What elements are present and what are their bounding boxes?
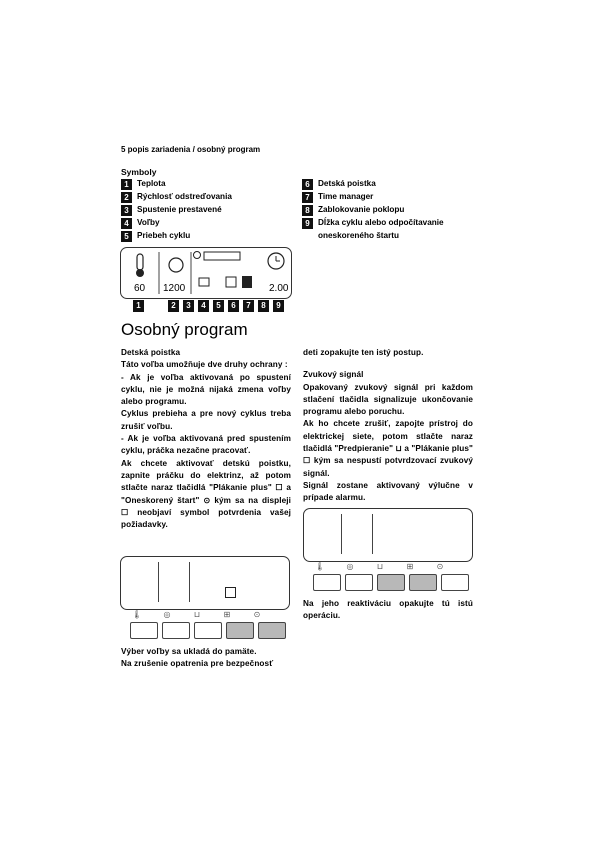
right-column — [303, 347, 473, 505]
label-1: 1 — [133, 300, 144, 312]
options-icons — [204, 252, 240, 260]
symbol-item: 2 Rýchlosť odstreďovania — [121, 192, 296, 205]
display-icons — [121, 248, 291, 298]
time-value: 2.00 — [269, 283, 289, 294]
rinse-plus-icon: ⊞ — [223, 610, 231, 619]
clock-icon: ⊙ — [253, 610, 261, 619]
page-header: 5 popis zariadenia / osobný program — [121, 145, 261, 154]
prewash-icon: ⊔ — [376, 562, 384, 571]
display-number-labels — [133, 300, 284, 312]
clock-icon: ⊙ — [436, 562, 444, 571]
subheading: Zvukový signál — [303, 370, 364, 380]
label-2: 2 — [168, 300, 179, 312]
paragraph: Opakovaný zvukový signál pri každom stlačení tlačidla signalizuje ukončovanie programu alebo poruchu. — [303, 382, 473, 417]
symbol-item: 4 Voľby — [121, 218, 296, 231]
temperature-value: 60 — [134, 283, 146, 294]
paragraph: deti zopakujte ten istý postup. — [303, 348, 424, 357]
symbol-item: 1 Teplota — [121, 179, 296, 192]
thermometer-bulb-icon — [136, 269, 144, 277]
paragraph: Výber voľby sa ukladá do pamäte. — [121, 647, 257, 656]
delay-start-button[interactable] — [258, 622, 286, 639]
rinse-plus-button[interactable] — [409, 574, 437, 591]
child-lock-icon — [225, 587, 236, 598]
spin-icon: ◎ — [346, 562, 354, 571]
button-row-right — [313, 574, 469, 591]
label-9: 9 — [273, 300, 284, 312]
paragraph: - Ak je voľba aktivovaná pred spustením cyklu, práčka nezačne pracovať. — [121, 434, 291, 456]
rinse-plus-icon: ⊞ — [406, 562, 414, 571]
spin-button[interactable] — [162, 622, 190, 639]
symbol-item: 5 Priebeh cyklu — [121, 231, 296, 244]
thermometer-icon: 🌡 — [314, 562, 326, 571]
subheading: Detská poistka — [121, 348, 181, 357]
prewash-button[interactable] — [377, 574, 405, 591]
page-title: Osobný program — [121, 320, 248, 339]
paragraph: Na zrušenie opatrenia pre bezpečnosť — [121, 659, 274, 669]
symbol-item: 6 Detská poistka — [302, 179, 477, 192]
lcd-panel-left — [120, 556, 290, 610]
right-column-end — [303, 598, 473, 623]
label-8: 8 — [258, 300, 269, 312]
lcd-panel-right — [303, 508, 473, 562]
button-icons-right — [305, 562, 455, 571]
prewash-icon: ⊔ — [193, 610, 201, 619]
label-7: 7 — [243, 300, 254, 312]
thermometer-icon — [137, 254, 143, 270]
button-row-left — [130, 622, 286, 639]
symbol-item: 9 Dĺžka cyklu alebo odpočítavanie — [302, 218, 477, 231]
symbols-list-right — [302, 179, 477, 244]
label-6: 6 — [228, 300, 239, 312]
left-column — [121, 347, 291, 531]
paragraph: Ak ho chcete zrušiť, zapojte prístroj do elektrickej siete, potom stlačte naraz tlačidlá "Predpieranie" ⊔ a "Plákanie plus" ☐ kým sa nespustí potvrdzovací zvukový signál. — [303, 419, 474, 478]
paragraph: Na jeho reaktiváciu opakujte tú istú operáciu. — [303, 599, 473, 621]
paragraph: Signál zostane aktivovaný výlučne v prípade alarmu. — [303, 480, 473, 503]
label-5: 5 — [213, 300, 224, 312]
spin-button[interactable] — [345, 574, 373, 591]
rinse-plus-button[interactable] — [226, 622, 254, 639]
symbol-item: 7 Time manager — [302, 192, 477, 205]
temp-button[interactable] — [313, 574, 341, 591]
symbol-item: oneskoreného štartu — [318, 231, 399, 240]
label-3: 3 — [183, 300, 194, 312]
paragraph: Ak chcete aktivovať detskú poistku, zapnite práčku do elektrinz, až potom stlačte naraz tlačidlá "Plákanie plus" ☐ a "Oneskorený štart" ⊙ kým sa na displeji ☐ neobjaví symbol potvrdenia vašej požiadavky. — [121, 458, 291, 530]
thermometer-icon: 🌡 — [131, 610, 143, 619]
spin-icon: ◎ — [163, 610, 171, 619]
door-lock-icon — [242, 276, 252, 288]
prewash-button[interactable] — [194, 622, 222, 639]
progress-icon — [199, 278, 209, 286]
symbol-item: 3 Spustenie prestavené — [121, 205, 296, 218]
symbols-list-left — [121, 179, 296, 244]
paragraph: Táto voľba umožňuje dve druhy ochrany : — [121, 360, 288, 370]
button-icons-left — [122, 610, 272, 619]
symbols-title: Symboly — [121, 167, 157, 177]
label-4: 4 — [198, 300, 209, 312]
child-lock-icon — [226, 277, 236, 287]
temp-button[interactable] — [130, 622, 158, 639]
symbol-item: 8 Zablokovanie poklopu — [302, 205, 477, 218]
paragraph: - Ak je voľba aktivovaná po spustení cyklu, nie je možná nijaká zmena voľby alebo programu. — [121, 372, 291, 407]
delay-start-button[interactable] — [441, 574, 469, 591]
control-display-panel — [120, 247, 292, 299]
spin-value: 1200 — [163, 283, 186, 294]
spin-icon — [169, 258, 183, 272]
paragraph: Cyklus prebieha a pre nový cyklus treba zrušiť voľbu. — [121, 409, 291, 431]
left-column-end — [121, 646, 291, 671]
